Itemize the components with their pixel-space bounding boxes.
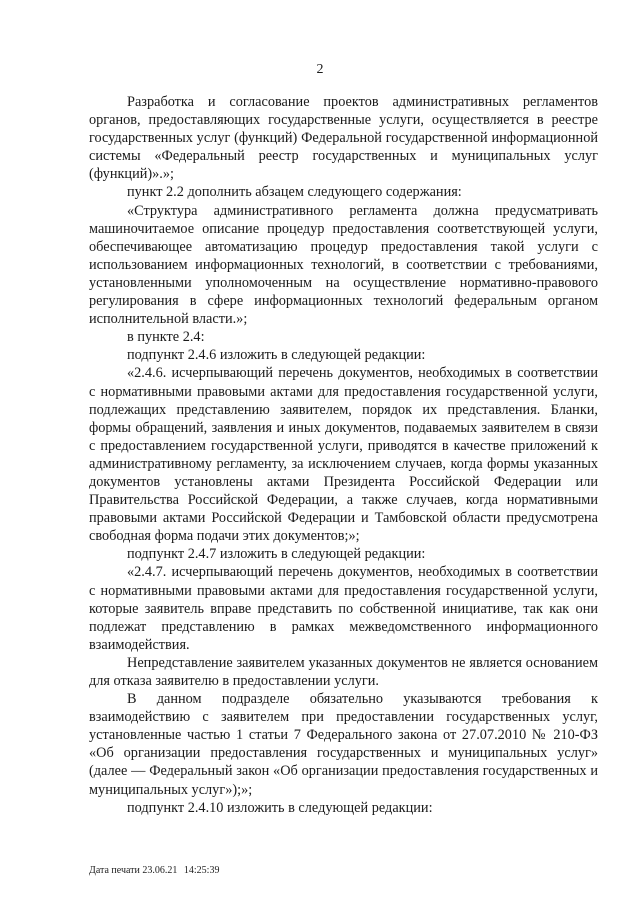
paragraph: пункт 2.2 дополнить абзацем следующего содержания: bbox=[127, 184, 462, 201]
paragraph: В данном подразделе обязательно указываются требования к взаимодействию с заявителем при предоставлении государственных услуг, установленные частью 1 статьи 7 Федерального закона от 27.07.2010 № 210-ФЗ «Об организации предоставления государственных и муниципальных услуг» (далее — Федеральный закон «Об организации предоставления государственных и муниципальных услуг»);»; bbox=[89, 691, 598, 798]
paragraph: Разработка и согласование проектов административных регламентов органов, предоставляющих государственные услуги, осуществляется в реестре государственных услуг (функций) Федеральной государственной информационной системы «Федеральный реестр государственных и муниципальных услуг (функций)».»; bbox=[89, 94, 598, 183]
paragraph: подпункт 2.4.10 изложить в следующей редакции: bbox=[127, 799, 433, 816]
page-number: 2 bbox=[316, 62, 324, 77]
print-date-label: Дата печати 23.06.21 bbox=[89, 865, 178, 876]
document-body bbox=[89, 93, 598, 817]
print-date-footer bbox=[89, 865, 219, 877]
paragraph: подпункт 2.4.6 изложить в следующей редакции: bbox=[127, 347, 426, 364]
paragraph: Непредставление заявителем указанных документов не является основанием для отказа заявителю в предоставлении услуги. bbox=[89, 654, 598, 689]
print-time: 14:25:39 bbox=[183, 865, 220, 876]
paragraph: подпункт 2.4.7 изложить в следующей редакции: bbox=[127, 546, 426, 563]
paragraph: «Структура административного регламента должна предусматривать машиночитаемое описание процедур предоставления соответствующей услуги, обеспечивающее автоматизацию процедур предоставления такой услуги с использованием информационных технологий, в соответствии с требованиями, установленными уполномоченным на осуществление нормативно-правового регулирования в сфере информационных технологий федеральным органом исполнительной власти.»; bbox=[89, 202, 598, 328]
paragraph: в пункте 2.4: bbox=[127, 329, 205, 346]
paragraph: «2.4.6. исчерпывающий перечень документов, необходимых в соответствии с нормативными правовыми актами для предоставления государственной услуги, подлежащих представлению заявителем, порядок их представления. Бланки, формы обращений, заявления и иных документов, подаваемых заявителем в связи с предоставлением государственной услуги, приводятся в качестве приложений к административному регламенту, за исключением случаев, когда формы указанных документов установлены актами Президента Российской Федерации или Правительства Российской Федерации, а также случаев, когда нормативными правовыми актами Российской Федерации и Тамбовской области предусмотрена свободная форма подачи этих документов;»; bbox=[89, 365, 598, 545]
paragraph: «2.4.7. исчерпывающий перечень документов, необходимых в соответствии с нормативными правовыми актами для предоставления государственной услуги, которые заявитель вправе представить по собственной инициативе, так как они подлежат представлению в рамках межведомственного информационного взаимодействия. bbox=[89, 564, 598, 653]
